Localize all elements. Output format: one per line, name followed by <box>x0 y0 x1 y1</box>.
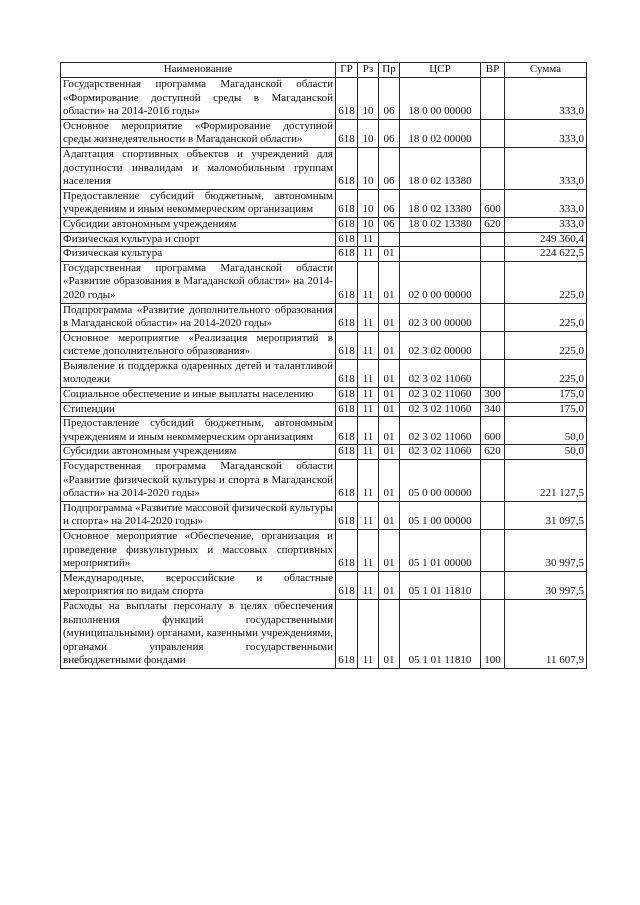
header-name: Наименование <box>61 63 336 78</box>
row-pr: 01 <box>379 261 400 303</box>
row-gr: 618 <box>336 571 358 599</box>
row-pr: 01 <box>379 303 400 331</box>
row-pr: 01 <box>379 460 400 502</box>
row-rz: 11 <box>358 388 379 403</box>
row-csr: 02 3 02 11060 <box>400 402 481 417</box>
row-csr: 18 0 02 13380 <box>400 217 481 232</box>
row-sum: 333,0 <box>505 78 587 120</box>
row-vr <box>481 303 505 331</box>
row-csr: 18 0 02 13380 <box>400 189 481 217</box>
row-pr: 01 <box>379 571 400 599</box>
table-row <box>61 417 587 445</box>
row-rz: 10 <box>358 78 379 120</box>
row-name: Адаптация спортивных объектов и учреждений для доступности инвалидам и маломобильным группам населения <box>61 147 336 189</box>
row-sum: 175,0 <box>505 388 587 403</box>
row-rz: 11 <box>358 247 379 262</box>
row-pr: 01 <box>379 247 400 262</box>
row-sum: 30 997,5 <box>505 530 587 572</box>
row-csr: 18 0 02 00000 <box>400 119 481 147</box>
row-pr: 06 <box>379 189 400 217</box>
row-rz: 11 <box>358 460 379 502</box>
row-gr: 618 <box>336 359 358 387</box>
row-rz: 11 <box>358 303 379 331</box>
table-row <box>61 189 587 217</box>
row-csr <box>400 247 481 262</box>
row-gr: 618 <box>336 388 358 403</box>
row-vr <box>481 530 505 572</box>
row-csr: 05 1 01 11810 <box>400 571 481 599</box>
row-sum: 225,0 <box>505 261 587 303</box>
row-vr <box>481 501 505 529</box>
row-vr <box>481 119 505 147</box>
table-body <box>61 78 587 669</box>
header-sum: Сумма <box>505 63 587 78</box>
row-gr: 618 <box>336 119 358 147</box>
row-rz: 11 <box>358 232 379 247</box>
header-vr: ВР <box>481 63 505 78</box>
row-name: Государственная программа Магаданской области «Развитие физической культуры и спорта в Магаданской области» на 2014-2020 годы» <box>61 460 336 502</box>
row-name: Основное мероприятие «Формирование доступной среды жизнедеятельности в Магаданской области» <box>61 119 336 147</box>
row-pr: 06 <box>379 119 400 147</box>
row-name: Физическая культура <box>61 247 336 262</box>
row-gr: 618 <box>336 217 358 232</box>
row-sum: 333,0 <box>505 119 587 147</box>
table-row <box>61 217 587 232</box>
row-gr: 618 <box>336 530 358 572</box>
row-name: Субсидии автономным учреждениям <box>61 217 336 232</box>
row-csr: 18 0 00 00000 <box>400 78 481 120</box>
row-pr: 01 <box>379 402 400 417</box>
row-sum: 249 360,4 <box>505 232 587 247</box>
table-row <box>61 359 587 387</box>
row-vr <box>481 571 505 599</box>
row-sum: 224 622,5 <box>505 247 587 262</box>
row-vr <box>481 78 505 120</box>
row-sum: 333,0 <box>505 147 587 189</box>
row-csr: 02 3 02 11060 <box>400 445 481 460</box>
row-csr <box>400 232 481 247</box>
row-pr: 01 <box>379 359 400 387</box>
row-sum: 225,0 <box>505 359 587 387</box>
row-name: Социальное обеспечение и иные выплаты населению <box>61 388 336 403</box>
row-vr: 300 <box>481 388 505 403</box>
row-vr <box>481 331 505 359</box>
header-gr: ГР <box>336 63 358 78</box>
row-name: Основное мероприятие «Реализация мероприятий в системе дополнительного образования» <box>61 331 336 359</box>
row-gr: 618 <box>336 147 358 189</box>
row-csr: 02 3 00 00000 <box>400 303 481 331</box>
header-pr: Пр <box>379 63 400 78</box>
row-rz: 10 <box>358 147 379 189</box>
row-name: Основное мероприятие «Обеспечение, организация и проведение физкультурных и массовых спортивных мероприятий» <box>61 530 336 572</box>
row-rz: 11 <box>358 359 379 387</box>
row-csr: 05 1 01 00000 <box>400 530 481 572</box>
table-row <box>61 232 587 247</box>
row-rz: 11 <box>358 261 379 303</box>
table-row <box>61 445 587 460</box>
row-vr: 620 <box>481 445 505 460</box>
table-row <box>61 460 587 502</box>
row-vr: 340 <box>481 402 505 417</box>
row-gr: 618 <box>336 599 358 668</box>
row-pr: 06 <box>379 217 400 232</box>
row-sum: 50,0 <box>505 417 587 445</box>
row-gr: 618 <box>336 331 358 359</box>
table-row <box>61 78 587 120</box>
table-row <box>61 303 587 331</box>
row-csr: 05 1 01 11810 <box>400 599 481 668</box>
row-name: Подпрограмма «Развитие массовой физической культуры и спорта» на 2014-2020 годы» <box>61 501 336 529</box>
row-name: Государственная программа Магаданской области «Развитие образования в Магаданской области» на 2014-2020 годы» <box>61 261 336 303</box>
row-vr <box>481 147 505 189</box>
row-sum: 221 127,5 <box>505 460 587 502</box>
table-row <box>61 247 587 262</box>
row-gr: 618 <box>336 78 358 120</box>
row-pr: 06 <box>379 78 400 120</box>
row-name: Подпрограмма «Развитие дополнительного образования в Магаданской области» на 2014-2020 годы» <box>61 303 336 331</box>
table-row <box>61 402 587 417</box>
row-vr: 600 <box>481 189 505 217</box>
row-sum: 11 607,9 <box>505 599 587 668</box>
row-csr: 05 0 00 00000 <box>400 460 481 502</box>
row-sum: 50,0 <box>505 445 587 460</box>
row-rz: 11 <box>358 331 379 359</box>
row-pr: 01 <box>379 388 400 403</box>
row-vr <box>481 232 505 247</box>
row-sum: 30 997,5 <box>505 571 587 599</box>
table-row <box>61 261 587 303</box>
row-vr <box>481 460 505 502</box>
row-name: Выявление и поддержка одаренных детей и талантливой молодежи <box>61 359 336 387</box>
table-row <box>61 147 587 189</box>
row-rz: 11 <box>358 501 379 529</box>
row-pr: 01 <box>379 530 400 572</box>
table-row <box>61 388 587 403</box>
row-gr: 618 <box>336 232 358 247</box>
row-vr: 100 <box>481 599 505 668</box>
row-rz: 10 <box>358 189 379 217</box>
row-csr: 02 3 02 11060 <box>400 417 481 445</box>
table-row <box>61 571 587 599</box>
row-gr: 618 <box>336 417 358 445</box>
row-rz: 11 <box>358 530 379 572</box>
row-csr: 02 3 02 00000 <box>400 331 481 359</box>
row-vr: 620 <box>481 217 505 232</box>
row-name: Предоставление субсидий бюджетным, автономным учреждениям и иным некоммерческим организациям <box>61 417 336 445</box>
row-pr: 01 <box>379 331 400 359</box>
table-row <box>61 119 587 147</box>
row-pr: 01 <box>379 417 400 445</box>
row-name: Физическая культура и спорт <box>61 232 336 247</box>
table-row <box>61 331 587 359</box>
row-sum: 333,0 <box>505 189 587 217</box>
row-gr: 618 <box>336 460 358 502</box>
table-header-row <box>61 63 587 78</box>
row-gr: 618 <box>336 303 358 331</box>
row-gr: 618 <box>336 445 358 460</box>
row-sum: 225,0 <box>505 303 587 331</box>
row-sum: 225,0 <box>505 331 587 359</box>
row-csr: 05 1 00 00000 <box>400 501 481 529</box>
row-gr: 618 <box>336 402 358 417</box>
header-csr: ЦСР <box>400 63 481 78</box>
row-name: Расходы на выплаты персоналу в целях обеспечения выполнения функций государственными (муниципальными) органами, казенными учреждениями, органами управления государственными внебюджетными фондами <box>61 599 336 668</box>
row-name: Государственная программа Магаданской области «Формирование доступной среды в Магаданской области» на 2014-2016 годы» <box>61 78 336 120</box>
row-rz: 11 <box>358 599 379 668</box>
row-rz: 10 <box>358 119 379 147</box>
row-pr: 01 <box>379 501 400 529</box>
table-row <box>61 599 587 668</box>
row-rz: 11 <box>358 571 379 599</box>
row-sum: 175,0 <box>505 402 587 417</box>
row-name: Международные, всероссийские и областные мероприятия по видам спорта <box>61 571 336 599</box>
row-pr <box>379 232 400 247</box>
row-vr <box>481 359 505 387</box>
budget-table <box>60 62 587 669</box>
row-rz: 10 <box>358 217 379 232</box>
row-rz: 11 <box>358 402 379 417</box>
row-csr: 02 0 00 00000 <box>400 261 481 303</box>
row-gr: 618 <box>336 261 358 303</box>
row-rz: 11 <box>358 445 379 460</box>
row-name: Субсидии автономным учреждениям <box>61 445 336 460</box>
row-rz: 11 <box>358 417 379 445</box>
row-sum: 31 097,5 <box>505 501 587 529</box>
row-gr: 618 <box>336 247 358 262</box>
row-pr: 01 <box>379 599 400 668</box>
row-sum: 333,0 <box>505 217 587 232</box>
header-rz: Рз <box>358 63 379 78</box>
row-name: Стипендии <box>61 402 336 417</box>
row-name: Предоставление субсидий бюджетным, автономным учреждениям и иным некоммерческим организациям <box>61 189 336 217</box>
table-row <box>61 530 587 572</box>
row-vr <box>481 261 505 303</box>
row-gr: 618 <box>336 189 358 217</box>
row-pr: 01 <box>379 445 400 460</box>
row-csr: 02 3 02 11060 <box>400 388 481 403</box>
table-row <box>61 501 587 529</box>
row-vr: 600 <box>481 417 505 445</box>
row-gr: 618 <box>336 501 358 529</box>
row-csr: 02 3 02 11060 <box>400 359 481 387</box>
row-vr <box>481 247 505 262</box>
row-pr: 06 <box>379 147 400 189</box>
row-csr: 18 0 02 13380 <box>400 147 481 189</box>
